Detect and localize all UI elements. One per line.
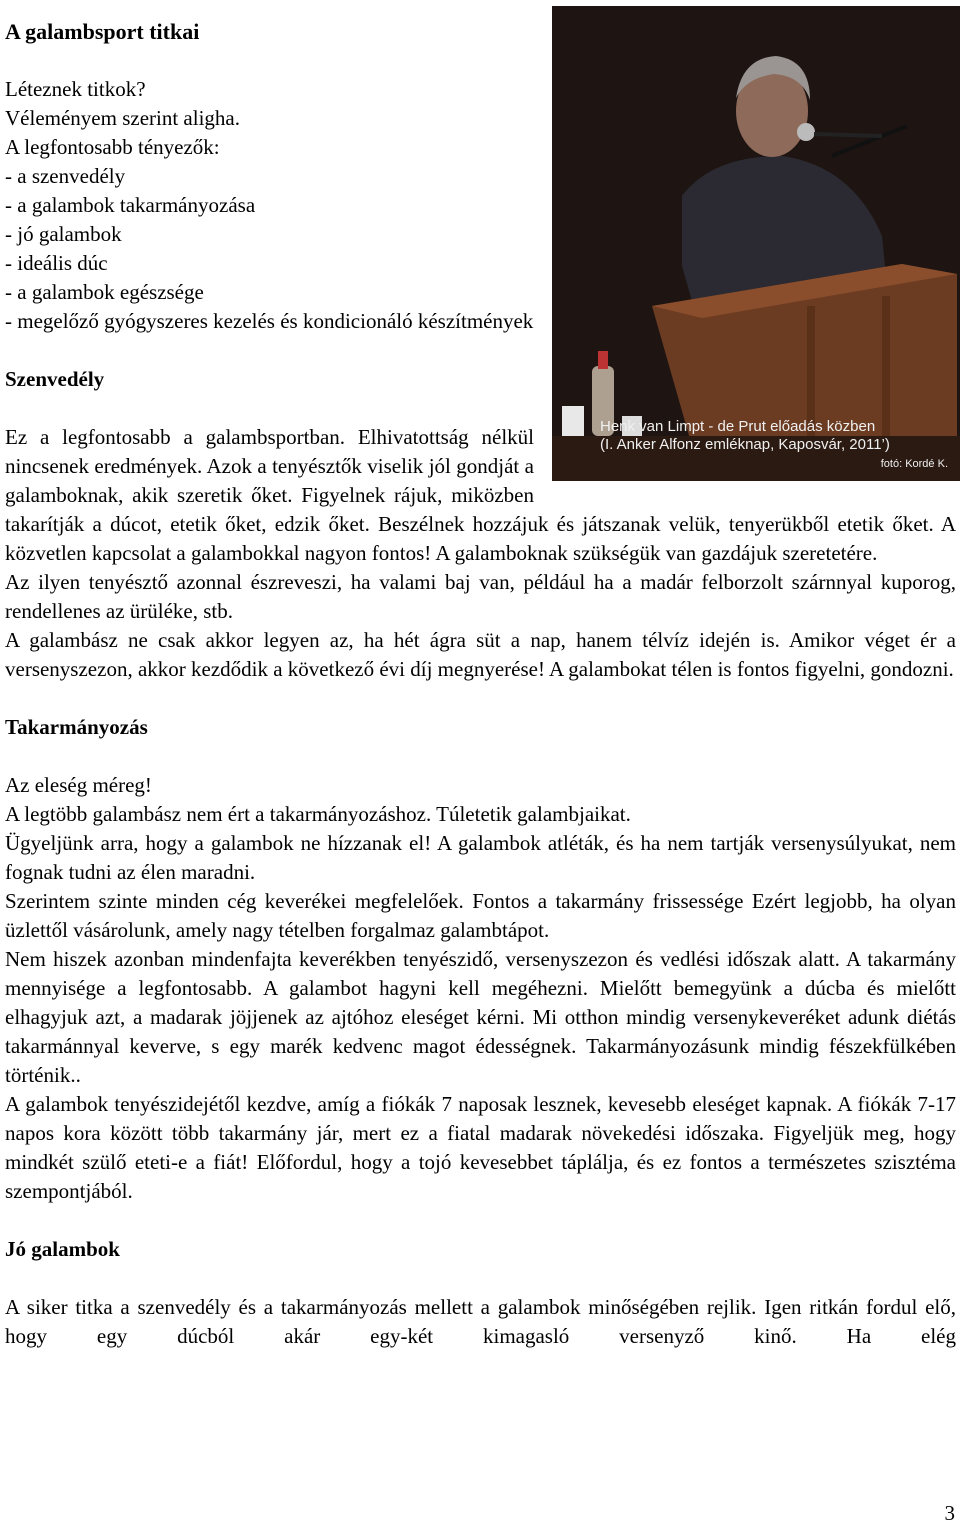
lecture-photo	[552, 6, 960, 481]
photo-credit: fotó: Kordé K.	[880, 458, 948, 470]
paragraph: Az ilyen tenyésztő azonnal észreveszi, ha valami baj van, például ha a madár felborzolt szárnnyal kuporog, rendellenes az ürüléke, stb.	[5, 570, 956, 623]
paragraph: Nem hiszek azonban mindenfajta keverékben tenyészidő, versenyszezon és vedlési időszak alatt. A takarmány mennyisége a legfontosabb. A galambot hagyni kell megéhezni. Mielőtt bemegyünk a dúcba és mielőtt elhagyjuk azt, a madarak jöjjenek az ajtóhoz eleséget kérni. Mi otthon mindig versenykeveréket adunk diétás takarmánnyal keverve, s egy marék kedvenc magot édességnek. Takarmányozásunk mindig fészekfülkében történik..	[5, 947, 956, 1087]
factor-list-item: - a szenvedély	[5, 164, 126, 188]
factor-list-item: - ideális dúc	[5, 251, 108, 275]
paragraph: Ez a legfontosabb a galambsportban. Elhivatottság nélkül nincsenek eredmények. Azok a tenyésztők viselik jól gondját a galamboknak, akik szeretik őket. Figyelnek rájuk, miközben takarítják a dúcot, etetik őket, edzik őket. Beszélnek hozzájuk és játszanak velük, tenyerükből etetik őket. A közvetlen kapcsolat a galambokkal nagyon fontos! A galamboknak szükségük van gazdájuk szeretetére.	[5, 425, 956, 565]
paragraph: A siker titka a szenvedély és a takarmányozás mellett a galambok minőségében rejlik. Igen ritkán fordul elő, hogy egy dúcból akár egy-két kimagasló versenyző kinő. Ha elég	[5, 1295, 956, 1348]
paragraph: Ügyeljünk arra, hogy a galambok ne hízzanak el! A galambok atléták, és ha nem tartják versenysúlyukat, nem fognak tudni az élen maradni.	[5, 831, 956, 884]
factor-list-item: - jó galambok	[5, 222, 122, 246]
paragraph: Szerintem szinte minden cég keverékei megfelelőek. Fontos a takarmány frissessége Ezért legjobb, ha olyan üzlettől vásárolunk, amely nagy tételben forgalmaz galambtápot.	[5, 889, 956, 942]
spacer	[5, 742, 956, 771]
intro-line: Léteznek titkok?	[5, 77, 146, 101]
intro-line: A legfontosabb tényezők:	[5, 135, 220, 159]
spacer	[5, 684, 956, 713]
factor-list-item: - a galambok takarmányozása	[5, 193, 256, 217]
intro-line: Véleményem szerint aligha.	[5, 106, 240, 130]
page-number: 3	[944, 1501, 955, 1525]
paragraph: A galambok tenyészidejétől kezdve, amíg a fiókák 7 naposak lesznek, kevesebb eleséget kapnak. A fiókák 7-17 napos kora között több takarmány jár, mert ez a fiatal madarak növekedési időszaka. Figyeljük meg, hogy mindkét szülő eteti-e a fiát! Előfordul, hogy a tojó kevesebbet táplálja, és ez fontos a természetes szisztéma szempontjából.	[5, 1092, 956, 1203]
spacer	[5, 1206, 956, 1235]
paragraph: A legtöbb galambász nem ért a takarmányozáshoz. Túletetik galambjaikat.	[5, 802, 631, 826]
section-heading-takarmanyozas: Takarmányozás	[5, 715, 148, 739]
photo-caption-line1: Henk van Limpt - de Prut előadás közben	[600, 418, 876, 435]
photo-caption	[600, 418, 950, 454]
factor-list-item: - megelőző gyógyszeres kezelés és kondicionáló készítmények	[5, 309, 534, 333]
section-heading-jo-galambok: Jó galambok	[5, 1237, 120, 1261]
page-title: A galambsport titkai	[5, 19, 200, 44]
spacer	[5, 1264, 956, 1293]
section-heading-szenvedely: Szenvedély	[5, 367, 105, 391]
paragraph: Az eleség méreg!	[5, 773, 152, 797]
photo-caption-line2: (I. Anker Alfonz emléknap, Kaposvár, 2011’)	[600, 436, 890, 453]
factor-list-item: - a galambok egészsége	[5, 280, 204, 304]
paragraph: A galambász ne csak akkor legyen az, ha hét ágra süt a nap, hanem télvíz idején is. Amikor véget ér a versenyszezon, akkor kezdődik a következő évi díj megnyerése! A galambokat télen is fontos figyelni, gondozni.	[5, 628, 956, 681]
document-page	[5, 17, 956, 1351]
lecture-photo-illustration	[552, 6, 960, 481]
